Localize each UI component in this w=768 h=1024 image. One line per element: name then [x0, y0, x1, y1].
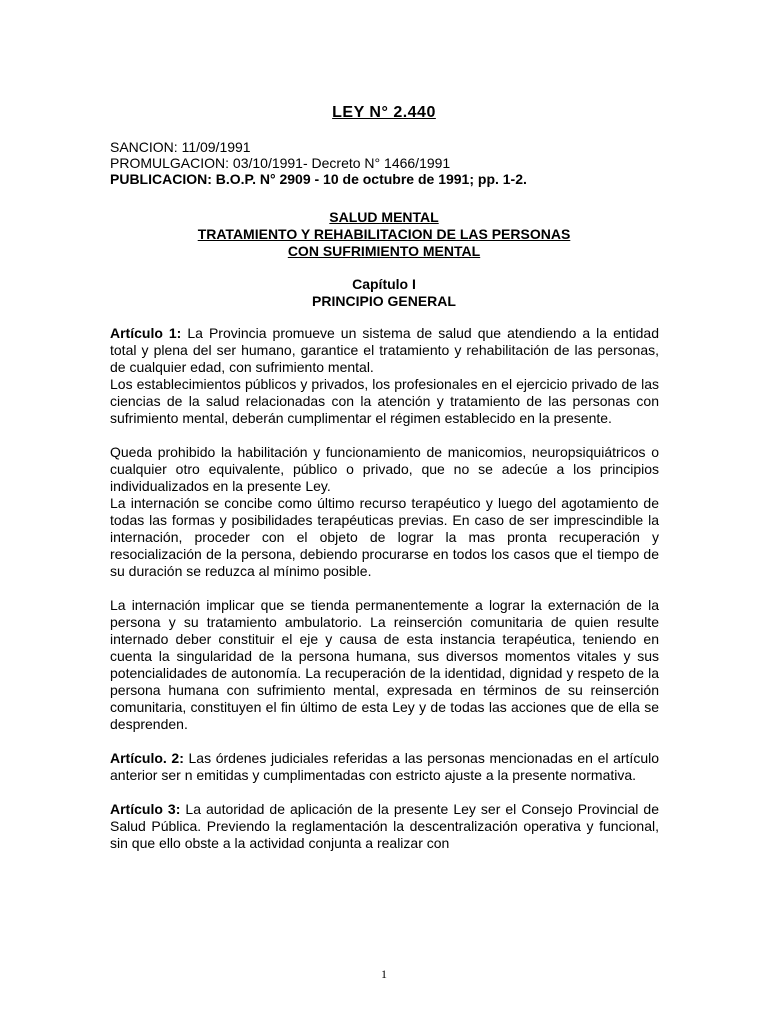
heading-line-2: TRATAMIENTO Y REHABILITACION DE LAS PERSONAS	[197, 226, 571, 242]
article-1-paragraph-1	[110, 325, 659, 376]
article-1-paragraph-3: Queda prohibido la habilitación y funcionamiento de manicomios, neuropsiquiátricos o cualquier otro equivalente, público o privado, que no se adecúe a los principios individualizados en la presente Ley.	[110, 444, 659, 494]
promulgacion-line: PROMULGACION: 03/10/1991- Decreto N° 1466/1991	[110, 155, 451, 171]
article-2-text: Las órdenes judiciales referidas a las personas mencionadas en el artículo anterior ser n emitidas y cumplimentadas con estricto ajuste a la presente normativa.	[110, 750, 660, 783]
article-1-paragraph-2: Los establecimientos públicos y privados, los profesionales en el ejercicio privado de las ciencias de la salud relacionadas con la atención y tratamiento de las personas con sufrimiento mental, deberán cumplimentar el régimen establecido en la presente.	[110, 376, 659, 426]
law-metadata	[110, 139, 527, 187]
chapter-number: Capítulo I	[352, 276, 416, 292]
article-1-label: Artículo 1:	[110, 325, 182, 341]
chapter-heading	[0, 276, 768, 310]
publicacion-line: PUBLICACION: B.O.P. N° 2909 - 10 de octubre de 1991; pp. 1-2.	[110, 171, 527, 187]
heading-line-3: CON SUFRIMIENTO MENTAL	[287, 243, 481, 259]
article-1-paragraph-4: La internación se concibe como último recurso terapéutico y luego del agotamiento de todas las formas y posibilidades terapéuticas previas. En caso de ser imprescindible la internación, proceder con el objeto de lograr la mas pronta recuperación y resocialización de la persona, debiendo procurarse en todos los casos que el tiempo de su duración se reduzca al mínimo posible.	[110, 495, 659, 579]
paragraph-spacer	[110, 427, 659, 444]
article-3-text: La autoridad de aplicación de la presente Ley ser el Consejo Provincial de Salud Pública. Previendo la reglamentación la descentralización operativa y funcional, sin que ello obste a la actividad conjunta a realizar con	[110, 801, 659, 851]
document-body	[110, 325, 659, 852]
law-title: LEY N° 2.440	[332, 104, 436, 121]
heading-line-1: SALUD MENTAL	[329, 209, 439, 225]
article-3-paragraph	[110, 801, 659, 852]
article-1-paragraph-5: La internación implicar que se tienda permanentemente a lograr la externación de la persona y su tratamiento ambulatorio. La reinserción comunitaria de quien resulte internado deber constituir el eje y causa de esta instancia terapéutica, teniendo en cuenta la singularidad de la persona humana, sus diversos momentos vitales y sus potencialidades de autonomía. La recuperación de la identidad, dignidad y respeto de la persona humana con sufrimiento mental, expresada en términos de su reinserción comunitaria, constituyen el fin último de esta Ley y de todas las acciones que de ella se desprenden.	[110, 597, 659, 732]
paragraph-spacer	[110, 784, 659, 801]
page-number: 1	[381, 967, 387, 981]
chapter-name: PRINCIPIO GENERAL	[312, 293, 456, 309]
article-2-label: Artículo. 2:	[110, 750, 184, 766]
article-3-label: Artículo 3:	[110, 801, 181, 817]
paragraph-spacer	[110, 580, 659, 597]
paragraph-spacer	[110, 733, 659, 750]
article-2-paragraph	[110, 750, 659, 784]
sancion-line: SANCION: 11/09/1991	[110, 139, 251, 155]
article-1-text: La Provincia promueve un sistema de salud que atendiendo a la entidad total y plena del ser humano, garantice el tratamiento y rehabilitación de las personas, de cualquier edad, con sufrimiento mental.	[110, 325, 659, 375]
